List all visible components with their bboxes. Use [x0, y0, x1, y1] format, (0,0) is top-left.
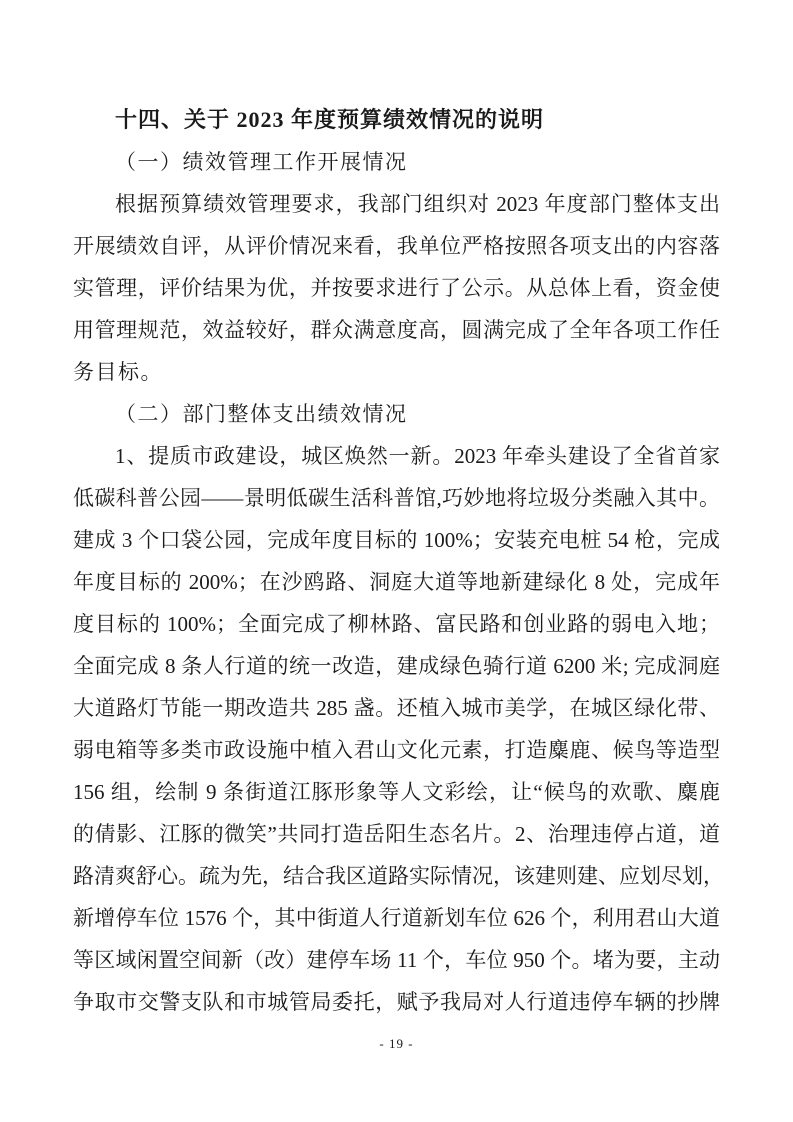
text-line: 度目标的 100%；全面完成了柳林路、富民路和创业路的弱电入地；: [73, 612, 720, 636]
text-line: 建成 3 个口袋公园，完成年度目标的 100%；安装充电桩 54 枪，完成: [73, 528, 720, 552]
text-line: 根据预算绩效管理要求，我部门组织对 2023 年度部门整体支出: [115, 192, 720, 216]
text-line: 开展绩效自评，从评价情况来看，我单位严格按照各项支出的内容落: [73, 234, 720, 258]
text-line: 低碳科普公园——景明低碳生活科普馆,巧妙地将垃圾分类融入其中。: [73, 486, 720, 510]
section-1-heading: （一）绩效管理工作开展情况: [115, 150, 408, 174]
page-number: - 19 -: [379, 1036, 414, 1051]
text-line: 等区域闲置空间新（改）建停车场 11 个，车位 950 个。堵为要，主动: [73, 948, 720, 972]
text-line: 1、提质市政建设，城区焕然一新。2023 年牵头建设了全省首家: [115, 444, 720, 468]
document-title: 十四、关于 2023 年度预算绩效情况的说明: [115, 107, 545, 132]
text-line: 的倩影、江豚的微笑”共同打造岳阳生态名片。2、治理违停占道，道: [73, 822, 720, 846]
section-2-heading: （二）部门整体支出绩效情况: [115, 402, 408, 426]
text-line: 156 组，绘制 9 条街道江豚形象等人文彩绘，让“候鸟的欢歌、麋鹿: [73, 780, 720, 804]
text-line: 年度目标的 200%；在沙鸥路、洞庭大道等地新建绿化 8 处，完成年: [73, 570, 720, 594]
text-line: 用管理规范，效益较好，群众满意度高，圆满完成了全年各项工作任: [73, 318, 720, 342]
text-line: 实管理，评价结果为优，并按要求进行了公示。从总体上看，资金使: [73, 276, 720, 300]
text-line: 争取市交警支队和市城管局委托，赋予我局对人行道违停车辆的抄牌: [73, 990, 720, 1014]
text-line: 全面完成 8 条人行道的统一改造，建成绿色骑行道 6200 米; 完成洞庭: [73, 654, 720, 678]
text-line: 路清爽舒心。疏为先，结合我区道路实际情况，该建则建、应划尽划，: [73, 864, 724, 888]
text-line: 新增停车位 1576 个，其中街道人行道新划车位 626 个，利用君山大道: [73, 906, 720, 930]
text-line: 务目标。: [73, 360, 163, 384]
text-line: 弱电箱等多类市政设施中植入君山文化元素，打造麋鹿、候鸟等造型: [73, 738, 720, 762]
text-line: 大道路灯节能一期改造共 285 盏。还植入城市美学，在城区绿化带、: [73, 696, 720, 720]
